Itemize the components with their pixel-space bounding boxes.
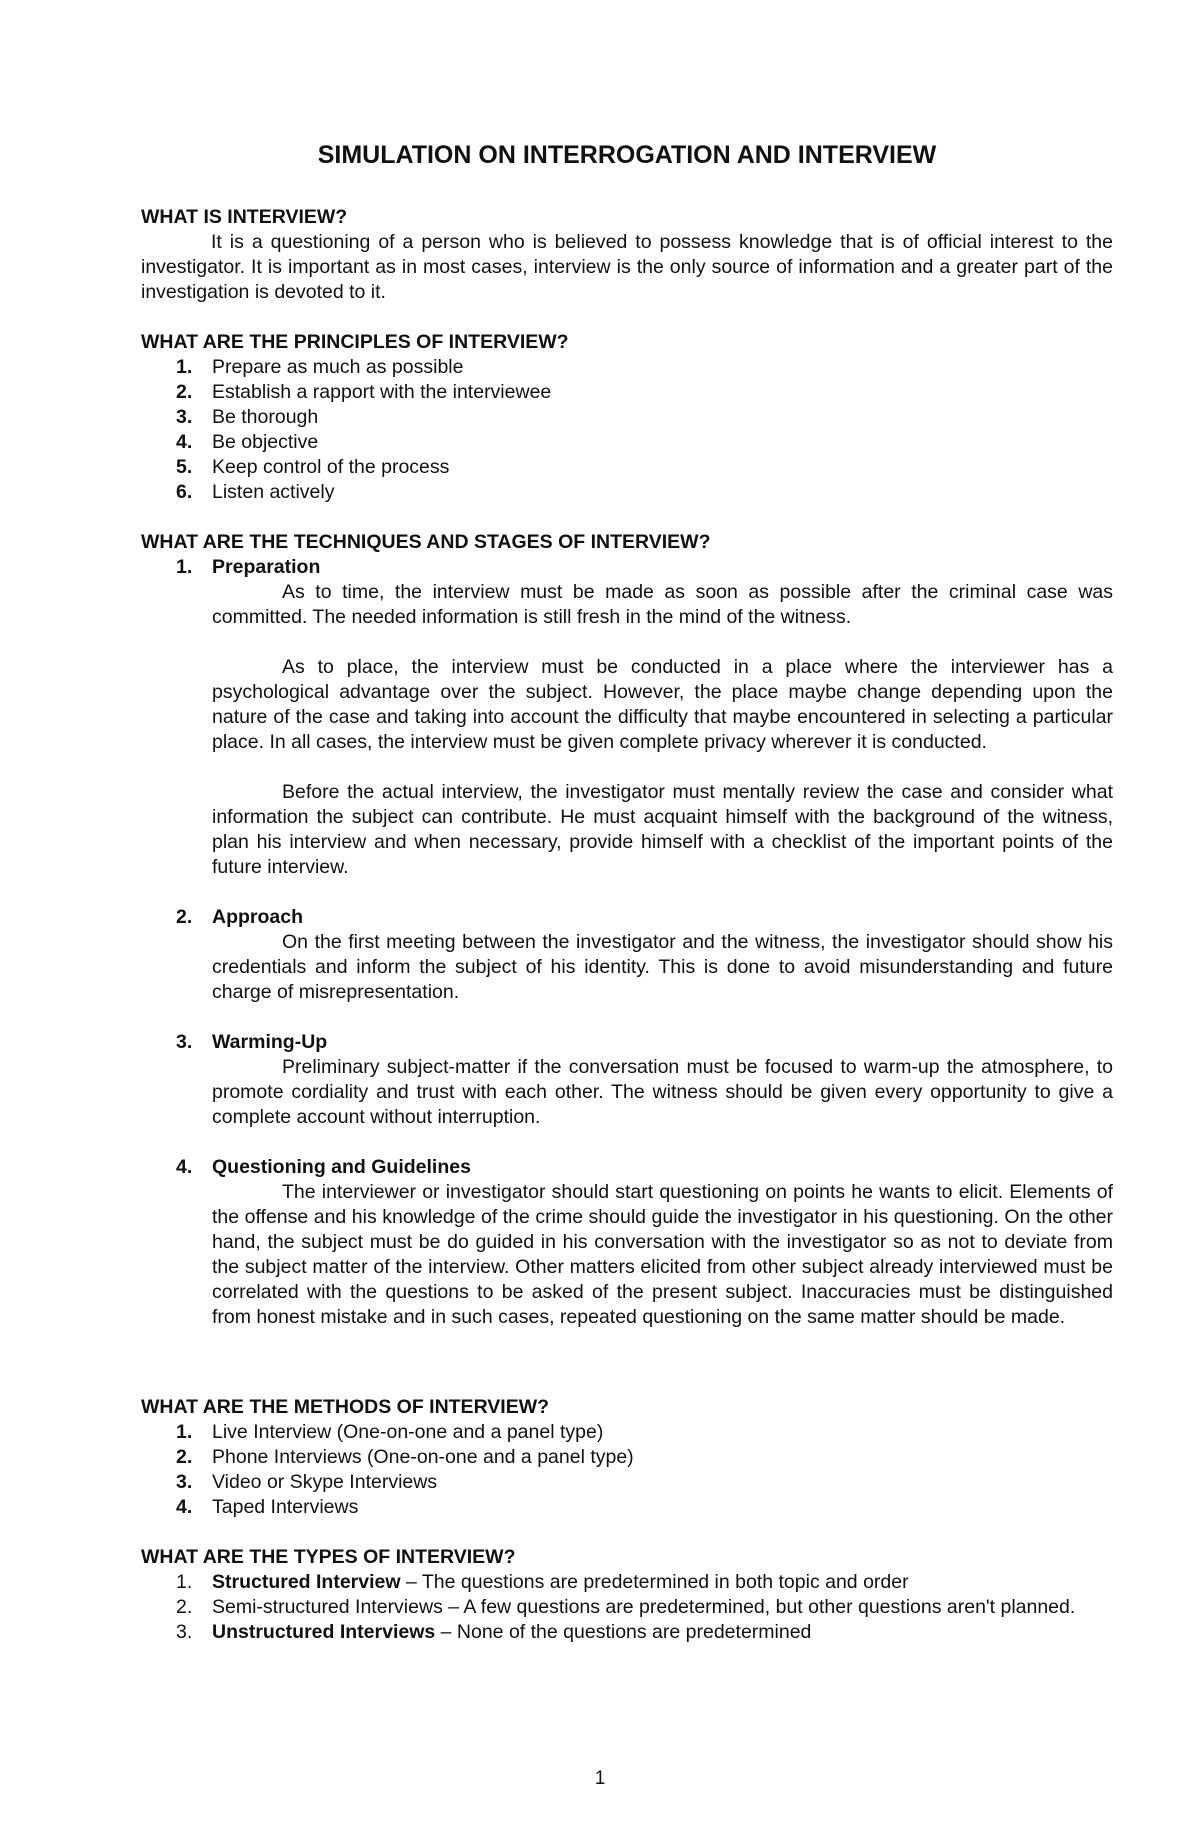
stage-body — [141, 1180, 1113, 1330]
section-heading: WHAT ARE THE PRINCIPLES OF INTERVIEW? — [141, 331, 569, 353]
list-number: 1. — [176, 1571, 193, 1593]
list-text: Keep control of the process — [212, 456, 450, 478]
list-text: Prepare as much as possible — [212, 356, 464, 378]
stage-title: Warming-Up — [212, 1031, 328, 1053]
list-text: Taped Interviews — [212, 1496, 359, 1518]
stage-questioning — [141, 1155, 1113, 1180]
list-text: Live Interview (One-on-one and a panel type) — [212, 1421, 604, 1443]
list-number: 3. — [176, 406, 193, 428]
list-item — [141, 455, 1113, 480]
stage-number: 2. — [176, 906, 193, 928]
stage-paragraph: Preliminary subject-matter if the conversation must be focused to warm-up the atmosphere, to promote cordiality and trust with each other. The witness should be given every opportunity to give a complete account without interruption. — [212, 1056, 1113, 1128]
stage-preparation — [141, 555, 1113, 580]
list-text: Be thorough — [212, 406, 319, 428]
list-number: 1. — [176, 1421, 193, 1443]
stage-title: Approach — [212, 906, 304, 928]
list-text: Establish a rapport with the interviewee — [212, 381, 552, 403]
section-heading: WHAT IS INTERVIEW? — [141, 206, 348, 228]
list-text: Video or Skype Interviews — [212, 1471, 438, 1493]
stage-paragraph: As to place, the interview must be conducted in a place where the interviewer has a psychological advantage over the subject. However, the place maybe change depending upon the nature of the case and taking into account the difficulty that maybe encountered in selecting a particular place. In all cases, the interview must be given complete privacy wherever it is conducted. — [212, 656, 1113, 753]
list-number: 4. — [176, 1496, 193, 1518]
stage-body — [141, 930, 1113, 1005]
list-number: 3. — [176, 1621, 193, 1643]
stage-number: 1. — [176, 556, 193, 578]
list-number: 3. — [176, 1471, 193, 1493]
list-text: – None of the questions are predetermined — [435, 1621, 812, 1643]
stage-number: 4. — [176, 1156, 193, 1178]
list-number: 1. — [176, 356, 193, 378]
stage-paragraph: The interviewer or investigator should start questioning on points he wants to elicit. Elements of the offense and his knowledge of the crime should guide the investigator in his questioning. On the other hand, the subject must be do guided in his conversation with the investigator so as not to deviate from the subject matter of the interview. Other matters elicited from other subject already interviewed must be correlated with the questions to be asked of the present subject. Inaccuracies must be distinguished from honest mistake and in such cases, repeated questioning on the same matter should be made. — [212, 1181, 1113, 1328]
list-number: 4. — [176, 431, 193, 453]
list-item — [141, 1620, 1113, 1645]
list-item — [141, 1445, 1113, 1470]
stage-approach — [141, 905, 1113, 930]
section-types — [141, 1545, 1113, 1645]
section-heading: WHAT ARE THE METHODS OF INTERVIEW? — [141, 1396, 550, 1418]
list-item — [141, 1470, 1113, 1495]
list-item — [141, 1570, 1113, 1595]
section-methods — [141, 1395, 1113, 1520]
list-number: 2. — [176, 1446, 193, 1468]
list-text: Listen actively — [212, 481, 335, 503]
list-item — [141, 1495, 1113, 1520]
section-heading: WHAT ARE THE TYPES OF INTERVIEW? — [141, 1546, 516, 1568]
list-text: – The questions are predetermined in both topic and order — [400, 1571, 909, 1593]
stage-body — [141, 580, 1113, 880]
list-item — [141, 430, 1113, 455]
list-number: 2. — [176, 381, 193, 403]
list-item — [141, 405, 1113, 430]
list-term: Unstructured Interviews — [212, 1621, 436, 1643]
document-title: SIMULATION ON INTERROGATION AND INTERVIEW — [317, 141, 937, 169]
stage-paragraph: On the first meeting between the investigator and the witness, the investigator should show his credentials and inform the subject of his identity. This is done to avoid misunderstanding and future charge of misrepresentation. — [212, 931, 1113, 1003]
stage-body — [141, 1055, 1113, 1130]
principles-list — [141, 355, 1113, 505]
section-techniques-stages — [141, 530, 1113, 1330]
list-item — [141, 1420, 1113, 1445]
types-list — [141, 1570, 1113, 1645]
list-item — [141, 480, 1113, 505]
stage-paragraph: As to time, the interview must be made as soon as possible after the criminal case was committed. The needed information is still fresh in the mind of the witness. — [212, 581, 1113, 628]
list-number: 5. — [176, 456, 193, 478]
list-item — [141, 1595, 1113, 1620]
section-heading: WHAT ARE THE TECHNIQUES AND STAGES OF INTERVIEW? — [141, 531, 711, 553]
list-item — [141, 380, 1113, 405]
methods-list — [141, 1420, 1113, 1520]
section-paragraph: It is a questioning of a person who is believed to possess knowledge that is of official interest to the investigator. It is important as in most cases, interview is the only source of information and a greater part of the investigation is devoted to it. — [141, 231, 1113, 303]
stage-title: Preparation — [212, 556, 321, 578]
section-principles — [141, 330, 1113, 505]
stage-number: 3. — [176, 1031, 193, 1053]
list-term: Structured Interview — [212, 1571, 401, 1593]
list-text: Semi-structured Interviews – A few questions are predetermined, but other questions aren't planned. — [212, 1596, 1076, 1618]
list-text: Be objective — [212, 431, 319, 453]
list-number: 2. — [176, 1596, 193, 1618]
stage-warming-up — [141, 1030, 1113, 1055]
list-number: 6. — [176, 481, 193, 503]
list-text: Phone Interviews (One-on-one and a panel type) — [212, 1446, 634, 1468]
stage-title: Questioning and Guidelines — [212, 1156, 471, 1178]
section-what-is-interview — [141, 205, 1113, 305]
list-item — [141, 355, 1113, 380]
stage-paragraph: Before the actual interview, the investigator must mentally review the case and consider what information the subject can contribute. He must acquaint himself with the background of the witness, plan his interview and when necessary, provide himself with a checklist of the important points of the future interview. — [212, 781, 1113, 878]
page-number: 1 — [594, 1768, 606, 1789]
